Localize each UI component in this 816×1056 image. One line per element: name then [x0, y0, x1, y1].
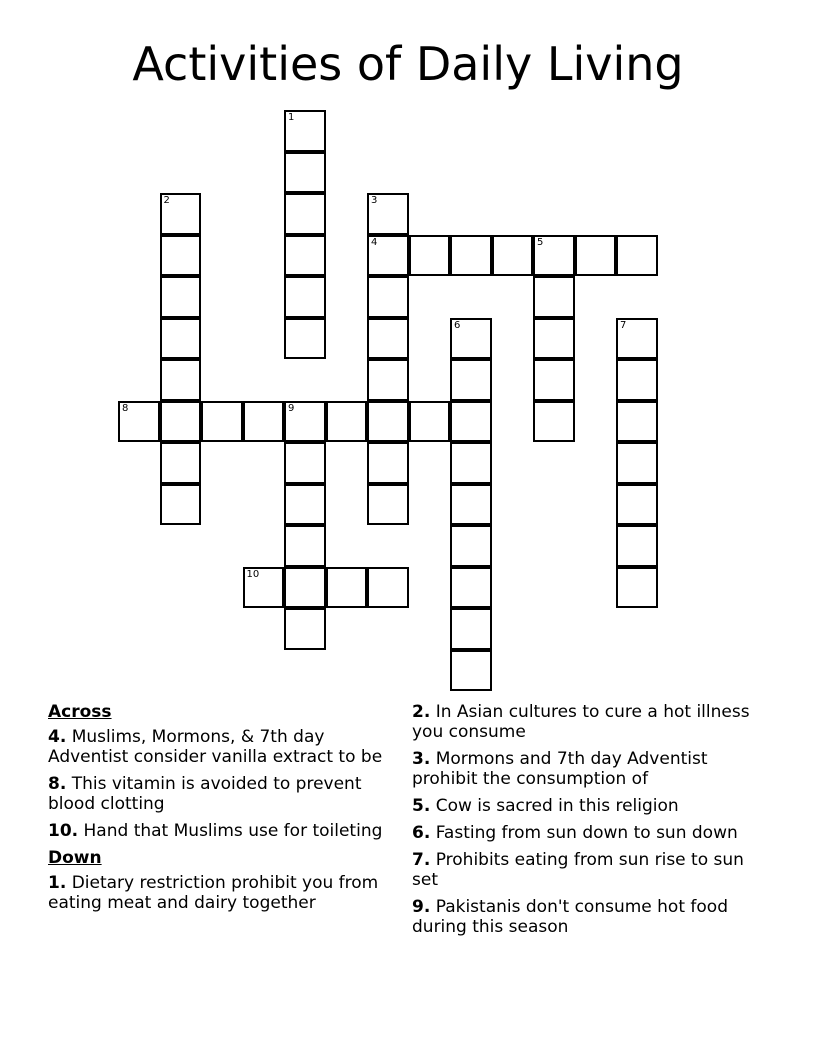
grid-cell[interactable] [450, 650, 492, 692]
grid-cell[interactable] [616, 401, 658, 443]
grid-cell[interactable] [450, 567, 492, 609]
grid-cell[interactable] [367, 359, 409, 401]
clue-item-number: 2. [412, 702, 431, 722]
clue-item [412, 823, 772, 843]
clue-number: 10 [246, 568, 260, 580]
grid-cell[interactable] [533, 235, 575, 277]
grid-cell[interactable] [533, 276, 575, 318]
clue-item-text: Muslims, Mormons, & 7th day Adventist consider vanilla extract to be [48, 727, 383, 767]
grid-cell[interactable] [450, 525, 492, 567]
grid-cell[interactable] [284, 276, 326, 318]
clue-item-text: Fasting from sun down to sun down [430, 823, 738, 843]
grid-cell[interactable] [450, 401, 492, 443]
grid-cell[interactable] [367, 318, 409, 360]
grid-cell[interactable] [243, 401, 285, 443]
grid-cell[interactable] [284, 318, 326, 360]
grid-cell[interactable] [160, 484, 202, 526]
grid-cell[interactable] [367, 193, 409, 235]
clue-item [48, 873, 408, 913]
clue-number: 9 [288, 402, 295, 414]
across-clue-list [48, 727, 408, 841]
clue-item-number: 7. [412, 850, 431, 870]
clue-number: 7 [620, 319, 627, 331]
grid-cell[interactable] [118, 401, 160, 443]
puzzle-title: Activities of Daily Living [132, 37, 684, 91]
grid-cell[interactable] [160, 193, 202, 235]
grid-cell[interactable] [409, 401, 451, 443]
clue-item [412, 850, 772, 890]
grid-cell[interactable] [284, 442, 326, 484]
grid-cell[interactable] [450, 359, 492, 401]
grid-cell[interactable] [450, 442, 492, 484]
grid-cell[interactable] [160, 359, 202, 401]
grid-cell[interactable] [367, 401, 409, 443]
grid-cell[interactable] [284, 152, 326, 194]
clue-item-number: 6. [412, 823, 431, 843]
clue-item-number: 9. [412, 897, 431, 917]
clue-item-number: 1. [48, 873, 67, 893]
clue-item-text: Dietary restriction prohibit you from eating meat and dairy together [48, 873, 379, 913]
grid-cell[interactable] [533, 359, 575, 401]
clue-item-text: In Asian cultures to cure a hot illness you consume [412, 702, 750, 742]
grid-cell[interactable] [450, 608, 492, 650]
grid-cell[interactable] [284, 401, 326, 443]
clue-number: 2 [163, 195, 170, 206]
clue-item [412, 702, 772, 742]
clue-item-text: Mormons and 7th day Adventist prohibit the consumption of [412, 749, 708, 789]
grid-cell[interactable] [160, 318, 202, 360]
grid-cell[interactable] [284, 235, 326, 277]
grid-cell[interactable] [160, 401, 202, 443]
clue-item [412, 796, 772, 816]
grid-cell[interactable] [367, 484, 409, 526]
down-heading: Down [48, 848, 102, 868]
clue-item [48, 727, 408, 767]
clue-number: 1 [288, 112, 295, 123]
clues-right-column [412, 702, 772, 944]
grid-cell[interactable] [492, 235, 534, 277]
clue-item-number: 8. [48, 774, 67, 794]
clue-number: 5 [537, 236, 544, 248]
clue-item [412, 749, 772, 789]
grid-cell[interactable] [284, 608, 326, 650]
clue-item-text: Pakistanis don't consume hot food during this season [412, 897, 728, 937]
clue-item-number: 5. [412, 796, 431, 816]
grid-cell[interactable] [243, 567, 285, 609]
grid-cell[interactable] [284, 525, 326, 567]
across-heading: Across [48, 702, 112, 722]
clue-item-text: Hand that Muslims use for toileting [78, 821, 383, 841]
clue-item [412, 897, 772, 937]
grid-cell[interactable] [326, 567, 368, 609]
grid-cell[interactable] [284, 193, 326, 235]
grid-cell[interactable] [284, 484, 326, 526]
grid-cell[interactable] [450, 235, 492, 277]
grid-cell[interactable] [367, 567, 409, 609]
grid-cell[interactable] [616, 318, 658, 360]
grid-cell[interactable] [616, 442, 658, 484]
clue-item-number: 4. [48, 727, 67, 747]
clue-item-number: 3. [412, 749, 431, 769]
grid-cell[interactable] [160, 276, 202, 318]
grid-cell[interactable] [409, 235, 451, 277]
clue-number: 8 [122, 402, 129, 414]
grid-cell[interactable] [450, 484, 492, 526]
clue-number: 3 [371, 195, 378, 206]
grid-cell[interactable] [326, 401, 368, 443]
clue-item-text: Prohibits eating from sun rise to sun set [412, 850, 744, 890]
grid-cell[interactable] [160, 235, 202, 277]
down-clue-list-left [48, 873, 408, 913]
grid-cell[interactable] [533, 401, 575, 443]
clue-item-text: This vitamin is avoided to prevent blood clotting [48, 774, 362, 814]
grid-cell[interactable] [616, 567, 658, 609]
grid-cell[interactable] [616, 525, 658, 567]
clues-left-column [48, 702, 408, 920]
clue-item-text: Cow is sacred in this religion [430, 796, 679, 816]
grid-cell[interactable] [284, 567, 326, 609]
grid-cell[interactable] [616, 359, 658, 401]
clue-number: 4 [371, 236, 378, 248]
grid-cell[interactable] [616, 235, 658, 277]
clue-item-number: 10. [48, 821, 79, 841]
clue-item [48, 821, 408, 841]
grid-cell[interactable] [367, 442, 409, 484]
grid-cell[interactable] [450, 318, 492, 360]
grid-cell[interactable] [533, 318, 575, 360]
grid-cell[interactable] [616, 484, 658, 526]
down-clue-list-right [412, 702, 772, 937]
clue-item [48, 774, 408, 814]
clue-number: 6 [454, 319, 461, 331]
grid-cell[interactable] [575, 235, 617, 277]
grid-cell[interactable] [284, 110, 326, 152]
grid-cell[interactable] [201, 401, 243, 443]
grid-cell[interactable] [367, 235, 409, 277]
grid-cell[interactable] [160, 442, 202, 484]
grid-cell[interactable] [367, 276, 409, 318]
